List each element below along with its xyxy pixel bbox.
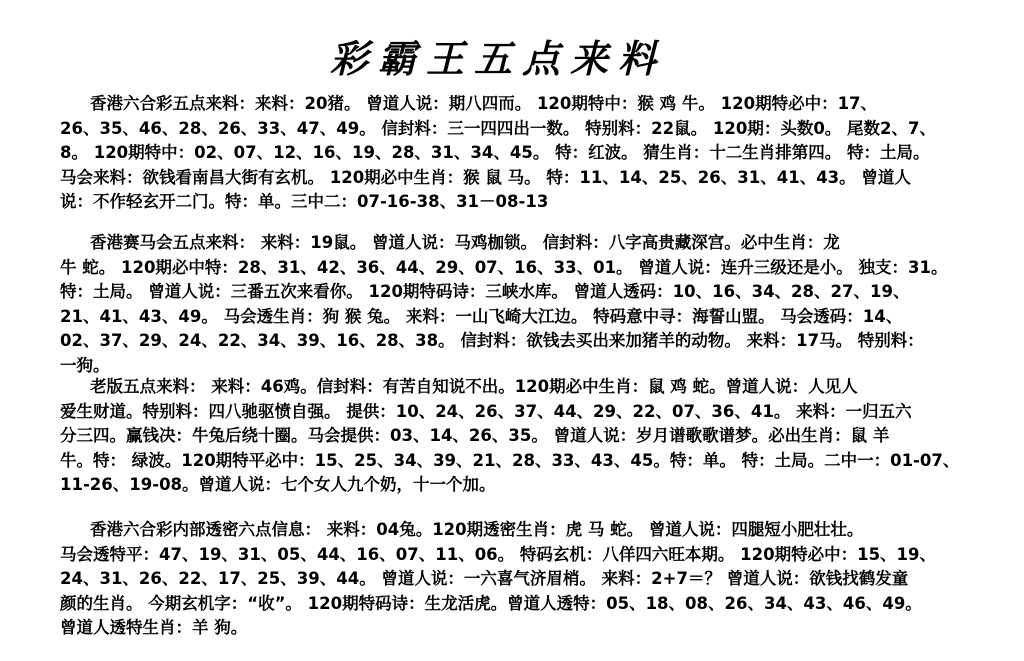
- text-line: 8。 120期特中：02、07、12、16、19、28、31、34、45。 特：红波。 猜生肖：十二生肖排第四。 特：土局。: [60, 143, 930, 162]
- text-line: 老版五点来料： 来料：46鸡。信封料：有苦自知说不出。120期必中生肖：鼠 鸡 蛇。曾道人说：人见人: [90, 377, 858, 396]
- text-line: 香港六合彩五点来料：来料：20猪。 曾道人说：期八四而。 120期特中：猴 鸡 牛。 120期特必中：17、: [90, 94, 878, 113]
- text-line: 一狗。: [60, 355, 110, 375]
- section-old-edition-five-points: [60, 375, 1020, 498]
- text-line: 24、31、26、22、17、25、39、44。 曾道人说：一六喜气济眉梢。 来料：2+7＝？ 曾道人说：欲钱找鹤发童: [60, 569, 909, 588]
- text-line: 21、41、43、49。 马会透生肖：狗 猴 兔。 来料：一山飞崎大江边。 特码意中寻：海誓山盟。 马会透码：14、: [60, 306, 903, 326]
- text-line: 香港六合彩内部透密六点信息： 来料：04兔。120期透密生肖：虎 马 蛇。 曾道人说：四腿短小肥壮壮。: [90, 520, 864, 539]
- text-line: 02、37、29、24、22、34、39、16、28、38。 信封料：欲钱去买出来加猪羊的动物。 来料：17马。 特别料：: [60, 331, 924, 350]
- text-line: 马会来料：欲钱看南昌大街有玄机。 120期必中生肖：猴 鼠 马。 特：11、14、25、26、31、41、43。 曾道人: [60, 167, 911, 187]
- text-line: 牛。特： 绿波。120期特平必中：15、25、34、39、21、28、33、43、45。特：单。 特：土局。二中一：01-07、: [60, 450, 960, 470]
- section-hk-marksix-insider-six-points: [60, 518, 1020, 641]
- text-line: 特：土局。 曾道人说：三番五次来看你。 120期特码诗：三峡水库。 曾道人透码：10、16、34、28、27、19、: [60, 282, 910, 301]
- text-line: 爱生财道。特别料：四八驰驱愤自强。 提供：10、24、26、37、44、29、22、07、36、41。 来料：一归五六: [60, 401, 912, 421]
- text-line: 11-26、19-08。曾道人说：七个女人九个奶，十一个加。: [60, 475, 496, 494]
- text-line: 26、35、46、28、26、33、47、49。 信封料：三一四四出一数。 特别料：22鼠。 120期：头数0。 尾数2、7、: [60, 118, 937, 138]
- text-line: 说：不作轻玄开二门。特：单。三中二：07-16-38、31－08-13: [60, 192, 549, 211]
- text-line: 马会透特平：47、19、31、05、44、16、07、11、06。 特码玄机：八佯四六旺本期。 120期特必中：15、19、: [60, 544, 937, 564]
- page-title: 彩霸王五点来料: [330, 36, 667, 81]
- text-line: 颜的生肖。 今期玄机字：“收”。 120期特码诗：生龙活虎。曾道人透特：05、18、08、26、34、43、46、49。: [60, 593, 922, 613]
- text-line: 曾道人透特生肖：羊 狗。: [60, 618, 248, 637]
- section-hk-jockey-club-five-points: [60, 231, 1020, 378]
- text-line: 香港赛马会五点来料： 来料：19鼠。 曾道人说：马鸡枷锁。 信封料：八字高贵藏深宫。必中生肖：龙: [90, 233, 840, 252]
- section-hk-marksix-five-points: [60, 92, 1020, 215]
- text-line: 分三四。赢钱决：牛兔后绕十圈。马会提供：03、14、26、35。 曾道人说：岁月谱歌歌谱梦。必出生肖：鼠 羊: [60, 426, 890, 445]
- text-line: 牛 蛇。 120期必中特：28、31、42、36、44、29、07、16、33、01。 曾道人说：连升三级还是小。 独支：31。: [60, 257, 948, 277]
